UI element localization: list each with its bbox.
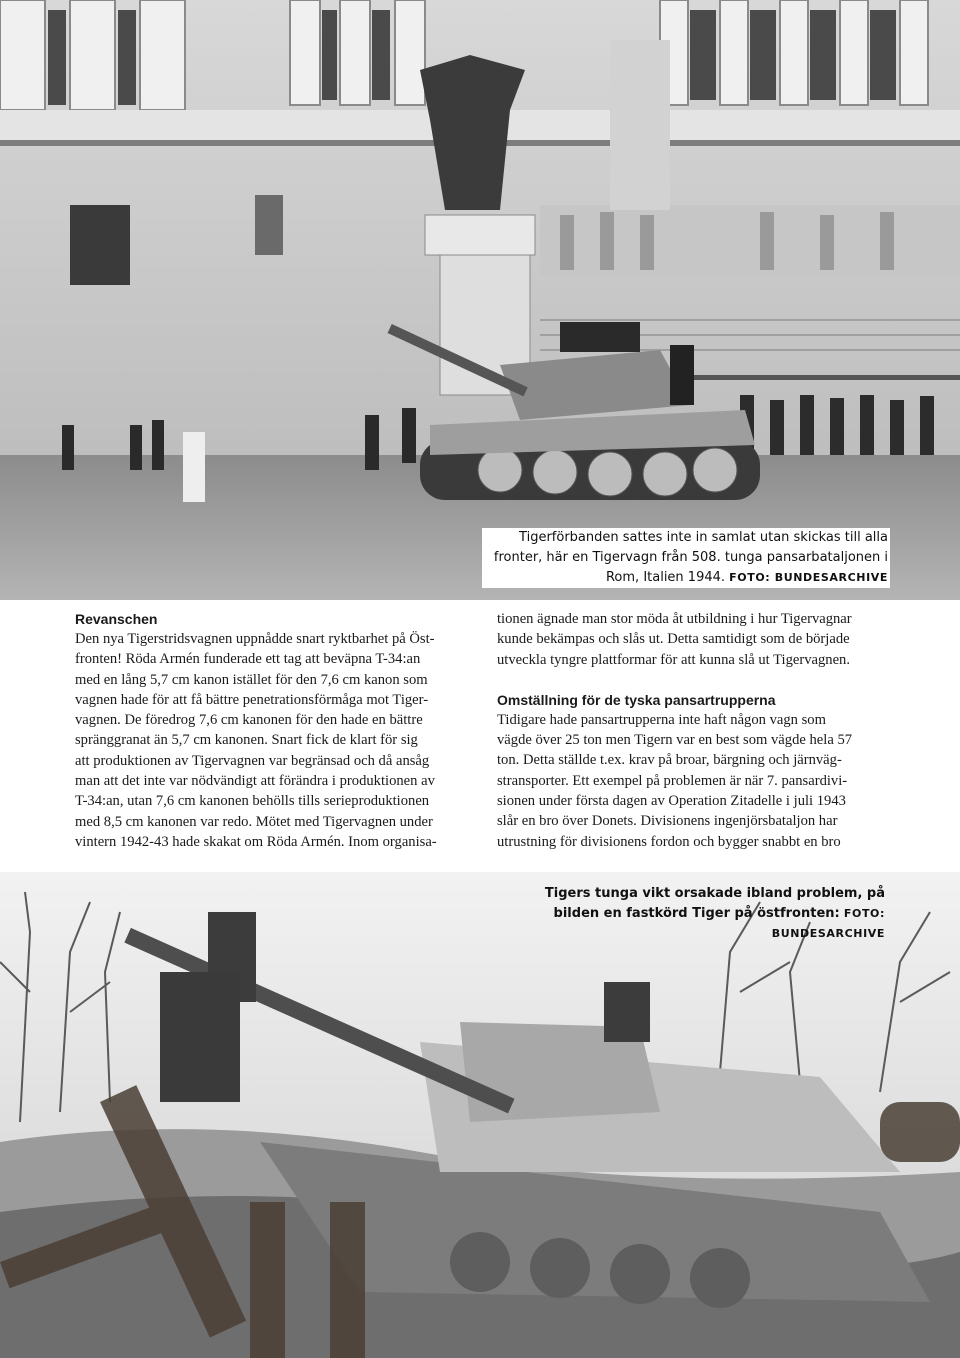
body-line: sionen under första dagen av Operation Zitadelle i juli 1943 xyxy=(497,793,846,810)
body-line: stransporter. Ett exempel på problemen är när 7. pansardivi- xyxy=(497,772,848,789)
body-line: vagnen. De föredrog 7,6 cm kanonen för den hade en bättre xyxy=(75,712,423,729)
body-line: vintern 1942-43 hade skakat om Röda Armén. Inom organisa- xyxy=(75,833,437,850)
body-line: slår en bro över Donets. Divisionens ingenjörsbataljon har xyxy=(497,813,838,830)
section-heading-omstallning: Omställning för de tyska pansartrupperna xyxy=(497,691,776,708)
section-body-revanschen xyxy=(75,629,461,852)
section-body-omstallning xyxy=(497,710,886,852)
caption-top-credit: FOTO: BUNDESARCHIVE xyxy=(729,571,888,584)
section-heading-revanschen: Revanschen xyxy=(75,611,158,627)
body-line: man att det inte var nödvändigt att förändra i produktionen av xyxy=(75,773,435,790)
article-column-right xyxy=(497,609,886,852)
body-line: spränggranat än 5,7 cm kanonen. Snart fick de klart för sig xyxy=(75,732,418,749)
body-line: utrustning för divisionens fordon och bygger snabbt en bro xyxy=(497,833,841,850)
body-line: kunde bekämpas och slås ut. Detta samtidigt som de började xyxy=(497,631,850,648)
photo-tiger-tank-rome-illustration xyxy=(0,0,960,600)
body-line: med 8,5 cm kanonen var redo. Mötet med Tigervagnen under xyxy=(75,813,433,830)
caption-bottom xyxy=(505,884,885,944)
paragraph-gap xyxy=(497,670,886,690)
caption-top xyxy=(482,528,890,588)
caption-bottom-credit: FOTO: BUNDESARCHIVE xyxy=(771,907,885,940)
body-line: T-34:an, utan 7,6 cm kanonen behölls tills serieproduktionen xyxy=(75,793,430,810)
body-line: med en lång 5,7 cm kanon istället för den 7,6 cm kanon som xyxy=(75,671,428,688)
photo-tiger-tank-rome xyxy=(0,0,960,600)
body-line: att produktionen av Tigervagnen var begränsad och då ansåg xyxy=(75,752,430,769)
body-line: vägde över 25 ton men Tigern var en best som vägde hela 57 xyxy=(497,732,853,749)
caption-bottom-text: Tigers tunga vikt orsakade ibland problem, på bilden en fastkörd Tiger på östfronten: xyxy=(544,886,885,921)
body-line: fronten! Röda Armén funderade ett tag att beväpna T-34:an xyxy=(75,651,421,668)
body-line: tionen ägnade man stor möda åt utbildning i hur Tigervagnar xyxy=(497,611,852,627)
photo-stuck-tiger-tank-illustration xyxy=(0,872,960,1358)
photo-stuck-tiger-tank xyxy=(0,872,960,1358)
body-line: utveckla tyngre plattformar för att kunna slå ut Tigervagnen. xyxy=(497,651,850,668)
body-line: Den nya Tigerstridsvagnen uppnådde snart ryktbarhet på Öst- xyxy=(75,631,435,647)
body-line: ton. Detta ställde t.ex. krav på broar, bärgning och järnväg- xyxy=(497,752,842,769)
section-body-revanschen-continued xyxy=(497,609,886,670)
caption-top-text: Tigerförbanden sattes inte in samlat utan skickas till alla fronter, här en Tigervagn från 508. tunga pansarbataljonen i Rom, Italien 1944. xyxy=(493,530,888,585)
article-column-left xyxy=(75,609,461,852)
body-line: Tidigare hade pansartrupperna inte haft någon vagn som xyxy=(497,711,826,728)
body-line: vagnen hade för att få bättre penetrationsförmåga mot Tiger- xyxy=(75,691,429,708)
